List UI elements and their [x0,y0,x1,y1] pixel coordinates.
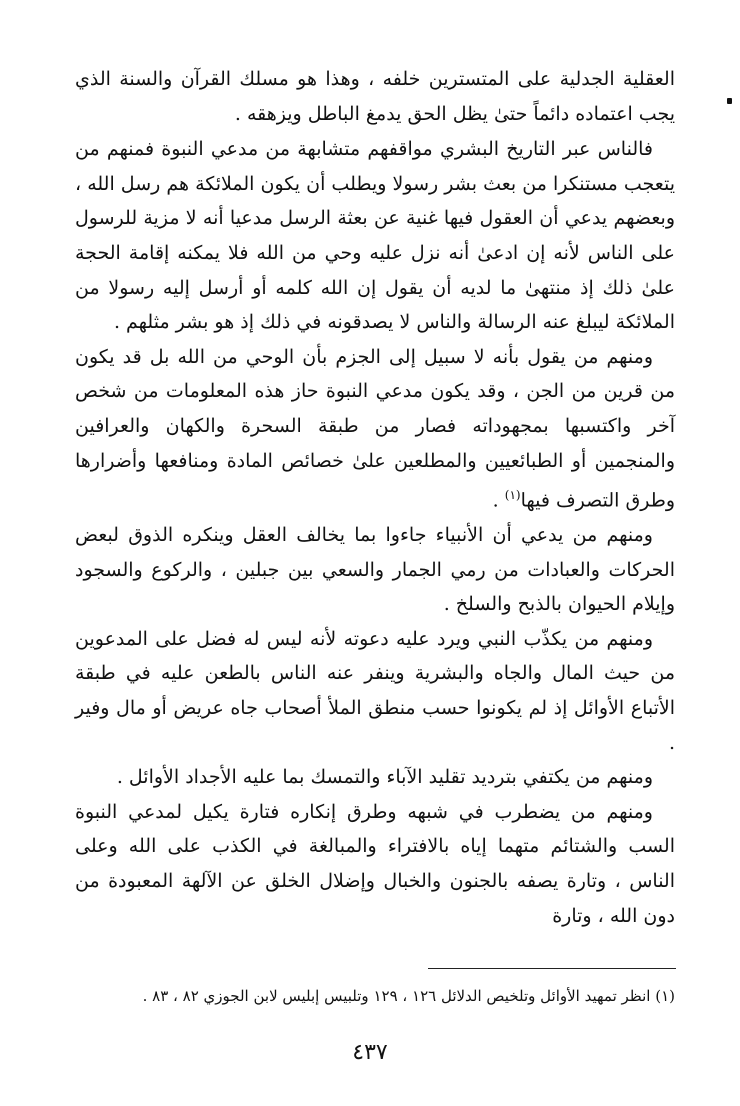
paragraph-1: العقلية الجدلية على المتسترين خلفه ، وهذا هو مسلك القرآن والسنة الذي يجب اعتماده دائماً حتىٰ يظل الحق يدمغ الباطل ويزهقه . [75,68,675,125]
paragraph-7-text: ومنهم من يضطرب في شبهه وطرق إنكاره فتارة يكيل لمدعي النبوة السب والشتائم متهما إياه بالافتراء والمبالغة في الكذب على الله وعلى الناس ، وتارة يصفه بالجنون والخبال وإضلال الخلق عن الآلهة المعبودة من دون الله ، وتارة [75,800,675,927]
page-number: ٤٣٧ [352,1040,388,1065]
paragraph-2-text: فالناس عبر التاريخ البشري مواقفهم متشابهة من مدعي النبوة فمنهم من يتعجب مستنكرا من بعث بشر رسولا ويطلب أن يكون الملائكة هم رسل الله ، وبعضهم يدعي أن العقول فيها غنية عن بعثة الرسل مدعيا أنه لا مزية للرسول على الناس لأنه إن ادعىٰ أنه نزل عليه وحي من الله فلا يمكنه إقامة الحجة علىٰ ذلك إذ منتهىٰ ما لديه أن يقول إن الله كلمه أو أرسل إليه رسولا من الملائكة ليبلغ عنه الرسالة والناس لا يصدقونه في ذلك إذ هو بشر مثلهم . [75,138,675,334]
paragraph-6-text: ومنهم من يكتفي بترديد تقليد الآباء والتمسك بما عليه الأجداد الأوائل . [116,766,653,789]
paragraph-4-text: ومنهم من يدعي أن الأنبياء جاءوا بما يخالف العقل وينكره الذوق لبعض الحركات والعبادات من رمي الجمار والسعي بين جبلين ، والركوع والسجود وإيلام الحيوان بالذبح والسلخ . [75,524,675,616]
margin-mark [727,98,732,104]
paragraph-6 [75,760,675,795]
paragraph-4 [75,518,675,622]
paragraph-5 [75,622,675,760]
paragraph-7 [75,795,675,933]
footnote-separator [428,968,676,969]
footnote: (١) انظر تمهيد الأوائل وتلخيص الدلائل ١٢٦ ، ١٢٩ وتلبيس إبليس لابن الجوزي ٨٢ ، ٨٣ . [142,987,675,1005]
paragraph-2 [75,132,675,340]
paragraph-3-end: . [492,489,505,512]
paragraph-3-text: ومنهم من يقول بأنه لا سبيل إلى الجزم بأن الوحي من الله بل قد يكون من قرين من الجن ، وقد يكون مدعي النبوة حاز هذه المعلومات من شخص آخر واكتسبها بمجهوداته فصار من طبقة السحرة والكهان والعرافين والمنجمين أو الطبائعيين والمطلعين علىٰ خصائص المادة ومنافعها وأضرارها وطرق التصرف فيها [75,345,675,512]
paragraph-3 [75,340,675,518]
body-text [75,62,675,933]
footnote-reference[interactable]: (١) [504,488,521,503]
paragraph-5-text: ومنهم من يكذّب النبي ويرد عليه دعوته لأنه ليس له فضل على المدعوين من حيث المال والجاه والبشرية وينفر عنه الناس بالطعن عليه في طبقة الأتباع الأوائل إذ لم يكونوا حسب منطق الملأ أصحاب جاه عريض أو مال وفير . [75,627,675,754]
